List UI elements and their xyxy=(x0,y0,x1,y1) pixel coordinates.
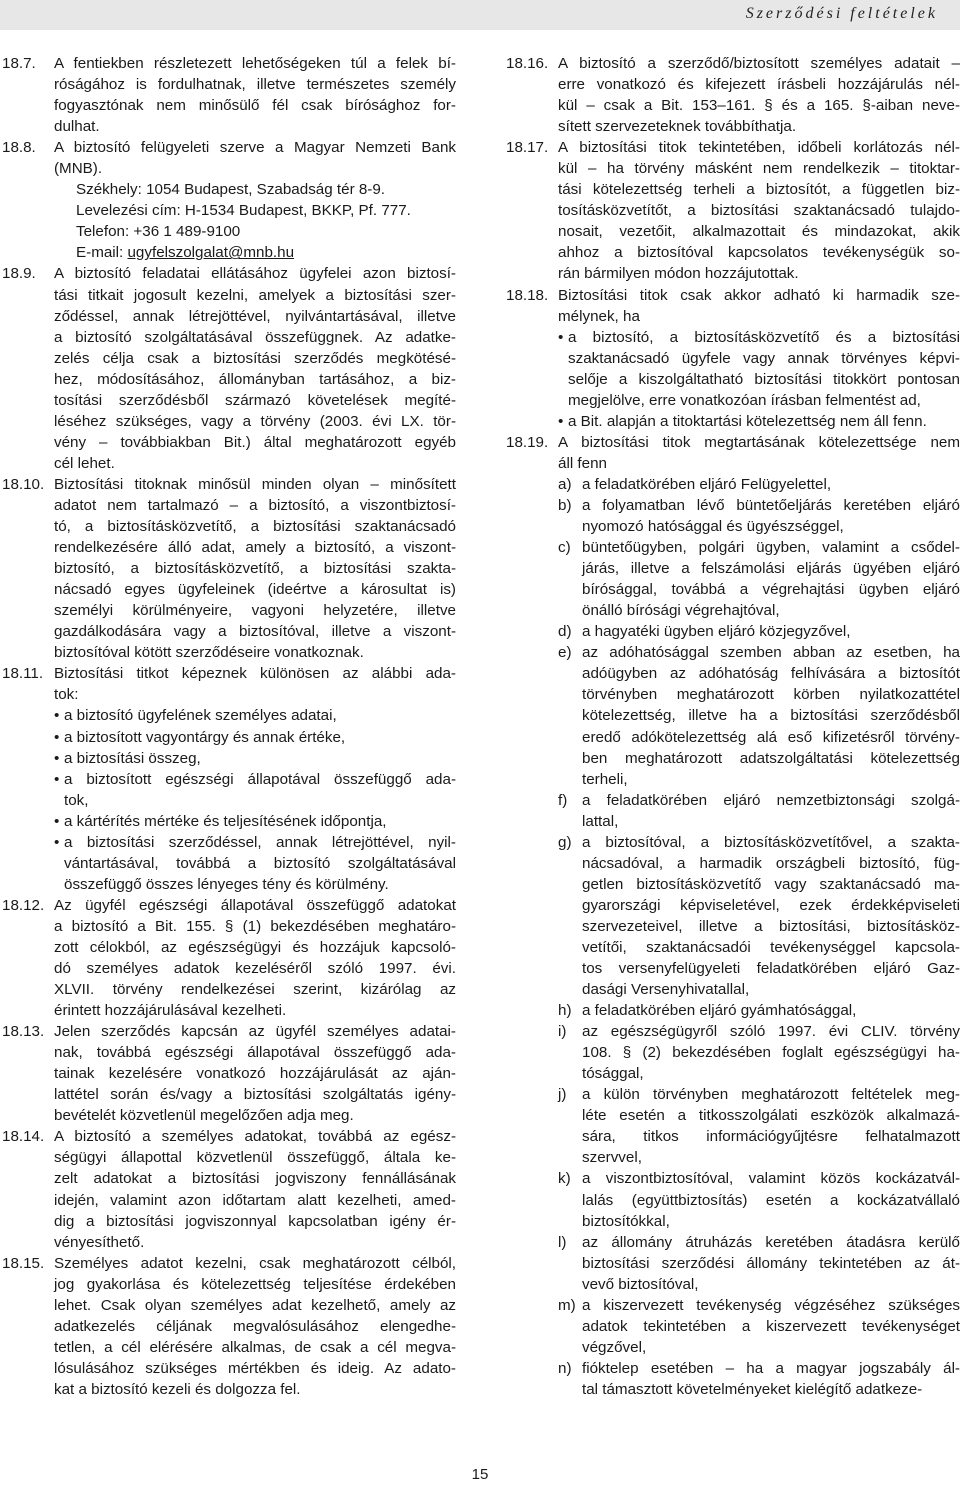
text-line: Levelezési cím: H-1534 Budapest, BKKP, Pf. 777. xyxy=(76,202,411,220)
text-line: eredő adókötelezettség alá eső kifizetésről törvény- xyxy=(582,728,960,746)
text-line: vevő biztosítóval, xyxy=(582,1275,699,1293)
text-line: vényesíthető. xyxy=(54,1233,145,1251)
text-line: a biztosítóval, a biztosításközvetítővel, a szakta- xyxy=(582,833,960,851)
item-letter: f) xyxy=(558,791,568,809)
clause-number: 18.8. xyxy=(2,139,36,157)
lettered-item xyxy=(558,621,960,642)
text-line: a biztosító szolgáltatásával összefüggnek. Az adatke- xyxy=(54,328,456,346)
text-line: Biztosítási titok csak akkor adható ki harmadik sze- xyxy=(558,286,960,304)
text-line: kat a biztosító kezeli és dolgozza fel. xyxy=(54,1380,301,1398)
text-line: vántartásával, továbbá a biztosító szolgáltatásával xyxy=(64,854,456,872)
text-line: A biztosító felügyeleti szerve a Magyar Nemzeti Bank xyxy=(54,139,456,157)
text-line: adatok tekintetében a kiszervezett tevékenységet xyxy=(582,1317,960,1335)
text-line: A fentiekben részletezett lehetőségeken túl a felek bí- xyxy=(54,55,456,72)
text-line: 108. § (2) bekezdésében foglalt egészségügyi ha- xyxy=(582,1044,960,1062)
text-line: fogyasztónak nem minősülő fél csak bírósághoz for- xyxy=(54,97,456,115)
text-line: a kártérítés mértéke és teljesítésének időpontja, xyxy=(64,812,387,830)
text-line: lehet. Csak olyan személyes adat kezelhető, amely az xyxy=(54,1296,456,1314)
item-letter: b) xyxy=(558,496,572,514)
text-line: a feladatkörében eljáró Felügyelettel, xyxy=(582,475,832,493)
text-line: ahhoz a biztosítóval kapcsolatos tevékenységük so- xyxy=(558,244,960,262)
text-line: jog gyakorlása és kötelezettség teljesítése érdekében xyxy=(54,1275,456,1293)
clause xyxy=(2,1253,456,1400)
text-line: adóügyben az adóhatóság felhívására a biztosítót xyxy=(582,665,960,683)
bullet-icon: • xyxy=(54,770,60,788)
item-letter: l) xyxy=(558,1233,567,1251)
clause-number: 18.7. xyxy=(2,55,36,72)
text-line: ződéssel, annak létrejöttével, nyilvántartásával, illetve xyxy=(54,307,456,325)
text-line: tosítási szerződésből származó követelések megíté- xyxy=(54,391,456,409)
text-line: szaktanácsadó ügyfele vagy annak törvényes képvi- xyxy=(568,349,960,367)
bullet-item xyxy=(54,705,456,726)
clause-number: 18.9. xyxy=(2,265,36,283)
lettered-item xyxy=(558,1000,960,1021)
bullet-icon: • xyxy=(54,812,60,830)
text-line: az egészségügyről szóló 1997. évi CLIV. törvény xyxy=(582,1023,960,1041)
item-letter: i) xyxy=(558,1023,567,1041)
lettered-item xyxy=(558,1168,960,1231)
text-line: ségügyi állapottal közvetlenül összefüggő, általa ke- xyxy=(54,1149,456,1167)
text-line: a biztosítási összeg, xyxy=(64,749,201,767)
bullet-icon: • xyxy=(54,707,60,725)
lettered-item xyxy=(558,1232,960,1295)
text-line: rendelkezésére álló adat, amely a biztosító, a viszont- xyxy=(54,539,456,557)
text-line: cél lehet. xyxy=(54,454,115,472)
text-line: zelt adatokat a biztosítási jogviszony fennállásának xyxy=(54,1170,456,1188)
header-title: Szerződési feltételek xyxy=(745,5,938,22)
text-line: mélynek, ha xyxy=(558,307,640,325)
lettered-item xyxy=(558,1358,960,1400)
clause xyxy=(2,474,456,663)
text-line: biztosítási szerződési állomány tekintetében az át- xyxy=(582,1254,960,1272)
text-line: tok, xyxy=(64,791,89,809)
text-line: Biztosítási titkot képeznek különösen az alábbi ada- xyxy=(54,665,456,683)
text-line: tos versenyfelügyeleti feladatkörében eljáró Gaz- xyxy=(582,960,960,978)
right-column xyxy=(506,53,960,1400)
item-letter: d) xyxy=(558,623,572,641)
text-line: tosításközvetítőt, a biztosítási szaktanácsadó tulajdo- xyxy=(558,202,960,220)
text-line: nyomozó hatósággal és ügyészséggel, xyxy=(582,518,844,536)
clause xyxy=(2,137,456,263)
text-line: rán bármilyen módon hozzájutottak. xyxy=(558,265,799,283)
text-line: törvényben meghatározott körben nyilatkozattétel xyxy=(582,686,960,704)
text-line: a biztosító, a biztosításközvetítő és a biztosítási xyxy=(568,328,960,346)
clause xyxy=(2,263,456,473)
text-line: az állomány átruházás keretében átadásra kerülő xyxy=(582,1233,960,1251)
text-line: a külön törvényben meghatározott feltételek meg- xyxy=(582,1086,960,1104)
lettered-item xyxy=(558,832,960,1000)
clause-number: 18.13. xyxy=(2,1023,45,1041)
lettered-item xyxy=(558,495,960,537)
text-line: nosait, vezetőit, alkalmazottait és mindazokat, akik xyxy=(558,223,960,241)
lettered-item xyxy=(558,1084,960,1168)
text-line: idején, valamint azon időtartam alatt kezelheti, amed- xyxy=(54,1191,456,1209)
bullet-icon: • xyxy=(558,328,564,346)
running-header xyxy=(0,0,960,30)
item-letter: j) xyxy=(558,1086,567,1104)
text-line: kül – csak a Bit. 153–161. § és a 165. §-aiban neve- xyxy=(558,97,960,115)
text-line: róságához is fordulhatnak, illetve természetes személy xyxy=(54,76,456,94)
bullet-item xyxy=(558,327,960,411)
text-line: adatot nem tartalmazó – a biztosító, a viszontbiztosí- xyxy=(54,496,456,514)
text-line: sára, titkos információgyűjtésre felhatalmazott xyxy=(582,1128,960,1146)
lettered-item xyxy=(558,642,960,789)
bullet-item xyxy=(54,748,456,769)
text-line: lósulásához szükséges mértékben és ideig. Az adato- xyxy=(54,1359,456,1377)
clause xyxy=(2,663,456,895)
text-line: lattal, xyxy=(582,812,619,830)
text-line: a hagyatéki ügyben eljáró közjegyzővel, xyxy=(582,623,851,641)
text-line: sített szervezeteknek továbbíthatja. xyxy=(558,118,797,136)
bullet-item xyxy=(54,727,456,748)
clause xyxy=(2,53,456,137)
clause-number: 18.11. xyxy=(2,665,44,683)
text-line: nácsadó egyes ügyfeleinek (ideértve a károsultat is) xyxy=(54,581,456,599)
text-line: a feladatkörében eljáró gyámhatósággal, xyxy=(582,1002,857,1020)
text-line: a biztosító ügyfelének személyes adatai, xyxy=(64,707,337,725)
text-line: önálló bírósági végrehajtóval, xyxy=(582,602,780,620)
text-line: dulhat. xyxy=(54,118,100,136)
clause xyxy=(506,53,960,137)
text-line: tetlen, a cél elérésére alkalmas, de csak a cél megva- xyxy=(54,1338,456,1356)
bullet-item xyxy=(558,411,960,432)
text-line: Az ügyfél egészségi állapotával összefüggő adatokat xyxy=(54,896,456,914)
clause-number: 18.18. xyxy=(506,286,549,304)
bullet-item xyxy=(54,769,456,811)
text-line: tó, a biztosításközvetítő, a biztosítási szaktanácsadó xyxy=(54,518,456,536)
bullet-icon: • xyxy=(54,833,60,851)
text-line: A biztosítási titok tekintetében, időbeli korlátozás nél- xyxy=(558,139,960,157)
text-line: A biztosító a szerződő/biztosított személyes adatait – xyxy=(558,55,960,72)
item-letter: e) xyxy=(558,644,572,662)
text-line: tal támasztott követelményeket kielégítő adatkeze- xyxy=(582,1380,923,1398)
text-line: zott célokból, az egészségügyi és hozzájuk kapcsoló- xyxy=(54,938,456,956)
text-line: érintett hozzájárulásával kezelheti. xyxy=(54,1002,287,1020)
text-line: gazdálkodására vagy a biztosítóval, illetve a viszont- xyxy=(54,623,456,641)
text-line: Jelen szerződés kapcsán az ügyfél személyes adatai- xyxy=(54,1023,456,1041)
text-line: a viszontbiztosítóval, valamint közös kockázatvál- xyxy=(582,1170,960,1188)
text-line: getlen biztosításközvetítő vagy szaktanácsadó ma- xyxy=(582,875,960,893)
text-line: léséhez szükséges, vagy a törvény (2003. évi LX. tör- xyxy=(54,412,456,430)
item-letter: m) xyxy=(558,1296,576,1314)
lettered-item xyxy=(558,790,960,832)
text-line: a kiszervezett tevékenység végzéséhez szükséges xyxy=(582,1296,960,1314)
text-line: Telefon: +36 1 489-9100 xyxy=(76,223,241,241)
text-line: vetítői, szaktanácsadói tevékenységgel kapcsola- xyxy=(582,938,960,956)
text-line: tási titkait jogosult kezelni, amelyek a biztosítási szer- xyxy=(54,286,456,304)
item-letter: k) xyxy=(558,1170,571,1188)
lettered-item xyxy=(558,474,960,495)
text-line: A biztosítási titok megtartásának kötelezettsége nem xyxy=(558,433,960,451)
text-line: adatkezelés céljának megvalósulásához elengedhe- xyxy=(54,1317,456,1335)
text-line: vény – továbbiakban Bit.) által meghatározott egyéb xyxy=(54,433,456,451)
text-line: dasági Versenyhivatallal, xyxy=(582,981,750,999)
text-line: tási kötelezettség terheli a biztosítót, a független biz- xyxy=(558,181,960,199)
clause-number: 18.10. xyxy=(2,475,45,493)
text-line: Székhely: 1054 Budapest, Szabadság tér 8-9. xyxy=(76,181,386,199)
clause xyxy=(2,1021,456,1126)
text-line: lalás (együttbiztosítás) esetén a kockázatvállaló xyxy=(582,1191,960,1209)
text-line: büntetőügyben, polgári ügyben, valamint a csődel- xyxy=(582,539,960,557)
clause xyxy=(506,285,960,432)
clause-number: 18.14. xyxy=(2,1128,45,1146)
text-line: gyarországi képviseletével, ezek érdekképviseleti xyxy=(582,896,960,914)
bullet-icon: • xyxy=(54,728,60,746)
text-line: zelés célja csak a biztosítási szerződés megkötésé- xyxy=(54,349,456,367)
text-line: A biztosító a személyes adatokat, továbbá az egész- xyxy=(54,1128,456,1146)
bullet-icon: • xyxy=(558,412,564,430)
text-line: a feladatkörében eljáró nemzetbiztonsági szolgá- xyxy=(582,791,960,809)
text-line: nácsadóval, a harmadik országbeli biztosító, füg- xyxy=(582,854,960,872)
text-line: a biztosítási szerződéssel, annak létrejöttével, nyil- xyxy=(64,833,456,851)
item-letter: c) xyxy=(558,539,571,557)
text-line: léte esetén a titkosszolgálati eszközök alkalmazá- xyxy=(582,1107,960,1125)
clause-number: 18.16. xyxy=(506,55,549,72)
text-line: járás, illetve a felszámolási eljárás ügyében eljáró xyxy=(582,560,960,578)
item-letter: a) xyxy=(558,475,572,493)
text-line: dig a biztosítási jogviszonnyal kapcsolatban igény ér- xyxy=(54,1212,456,1230)
page-number: 15 xyxy=(471,1466,489,1483)
lettered-item xyxy=(558,1021,960,1084)
text-line: selője a kiszolgáltatható biztosítási titokkört pontosan xyxy=(568,370,960,388)
text-line: a biztosított vagyontárgy és annak értéke, xyxy=(64,728,346,746)
clause-number: 18.17. xyxy=(506,139,549,157)
text-line: bírósággal, továbbá a végrehajtási ügyben eljáró xyxy=(582,581,960,599)
text-line: biztosító, a biztosításközvetítő, a biztosítási szakta- xyxy=(54,560,456,578)
text-line: a folyamatban lévő büntetőeljárás keretében eljáró xyxy=(582,496,960,514)
text-line: az adóhatósággal szemben abban az esetben, ha xyxy=(582,644,960,662)
clause xyxy=(506,137,960,284)
lettered-list xyxy=(558,474,960,1400)
bullet-item xyxy=(54,832,456,895)
text-line: áll fenn xyxy=(558,454,607,472)
text-line: szervvel, xyxy=(582,1149,642,1167)
text-line: erre vonatkozó és kifejezett írásbeli hozzájárulás nél- xyxy=(558,76,960,94)
clause-number: 18.15. xyxy=(2,1254,45,1272)
text-line: a Bit. alapján a titoktartási kötelezettség nem áll fenn. xyxy=(568,412,927,430)
text-line: megjelölve, erre vonatkozóan írásban felmentést ad, xyxy=(568,391,921,409)
text-line: tósággal, xyxy=(582,1065,644,1083)
text-line: terheli, xyxy=(582,770,628,788)
text-line: tainak kezelésére vonatkozó hozzájárulását az aján- xyxy=(54,1065,456,1083)
text-line: szervezeteivel, illetve a biztosítási, biztosításköz- xyxy=(582,917,960,935)
item-letter: n) xyxy=(558,1359,572,1377)
bullet-list xyxy=(558,327,960,432)
text-line: A biztosító feladatai ellátásához ügyfelei azon biztosí- xyxy=(54,265,456,283)
text-line: E-mail: ugyfelszolgalat@mnb.hu xyxy=(76,244,295,262)
text-line: összefüggő összes lényeges tény és körülmény. xyxy=(64,875,389,893)
text-line: a biztosító a Bit. 155. § (1) bekezdésében meghatáro- xyxy=(54,917,456,935)
text-line: hez, módosításához, állományban tartásához, a biz- xyxy=(54,370,456,388)
text-line: biztosítóval kötött szerződéseire vonatkoznak. xyxy=(54,644,364,662)
bullet-list xyxy=(54,705,456,894)
clause xyxy=(2,1126,456,1252)
text-line: fióktelep esetében – ha a magyar jogszabály ál- xyxy=(582,1359,960,1377)
clause xyxy=(2,895,456,1021)
bullet-icon: • xyxy=(54,749,60,767)
text-line: lattétel során és/vagy a biztosítási szolgáltatás igény- xyxy=(54,1086,456,1104)
text-line: a biztosított egészségi állapotával összefüggő ada- xyxy=(64,770,456,788)
item-letter: h) xyxy=(558,1002,572,1020)
text-line: Személyes adatot kezelni, csak meghatározott célból, xyxy=(54,1254,456,1272)
item-letter: g) xyxy=(558,833,572,851)
clause xyxy=(506,432,960,1400)
text-line: (MNB). xyxy=(54,160,103,178)
text-line: tok: xyxy=(54,686,79,704)
clause-number: 18.19. xyxy=(506,433,549,451)
text-line: dó személyes adatok kezeléséről szóló 1997. évi. xyxy=(54,960,456,978)
text-line: személyi körülményeire, vagyoni helyzetére, illetve xyxy=(54,602,456,620)
bullet-item xyxy=(54,811,456,832)
text-line: biztosítókkal, xyxy=(582,1212,670,1230)
text-line: végzővel, xyxy=(582,1338,647,1356)
text-line: nak, továbbá egészségi állapotával összefüggő ada- xyxy=(54,1044,456,1062)
text-line: XLVII. törvény rendelkezései szerint, kizárólag az xyxy=(54,981,456,999)
text-line: ben meghatározott adatszolgáltatási kötelezettség xyxy=(582,749,960,767)
left-column xyxy=(2,53,456,1400)
text-line: kötelezettség, illetve ha a biztosítási szerződésből xyxy=(582,707,960,725)
text-line: bevételét közvetlenül megelőzően adja meg. xyxy=(54,1107,354,1125)
clause-number: 18.12. xyxy=(2,896,45,914)
text-line: Biztosítási titoknak minősül minden olyan – minősített xyxy=(54,475,456,493)
text-line: kül – ha törvény másként nem rendelkezik – titoktar- xyxy=(558,160,960,178)
lettered-item xyxy=(558,537,960,621)
lettered-item xyxy=(558,1295,960,1358)
